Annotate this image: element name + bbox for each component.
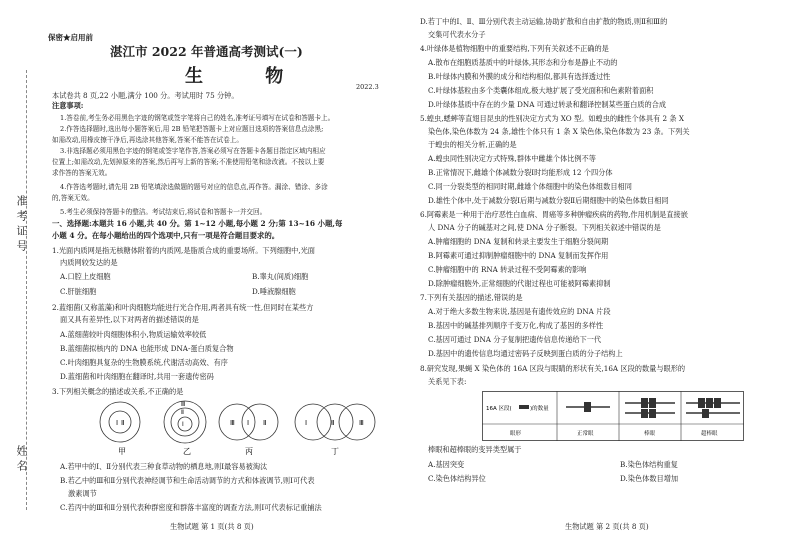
exam-date: 2022.3: [356, 83, 379, 91]
q7-option-d[interactable]: D.基因中的遗传信息均通过密码子反映到蛋白质的分子结构上: [428, 349, 623, 358]
q1-option-d[interactable]: D.唾液腺细胞: [252, 287, 296, 296]
q8-stem-cont: 关系见下表:: [428, 377, 467, 386]
notice-line: 4.作答选考题时,请先用 2B 铅笔填涂选做题的题号对应的信息点,再作答。漏涂、错涂、多涂: [60, 183, 328, 191]
q3-option-c[interactable]: C.若丙中的Ⅲ和Ⅱ分别代表种群密度和群落丰富度的调查方法,则Ⅰ可代表标记重捕法: [60, 503, 322, 512]
q2-stem-cont: 面又具有差异性,以下对两者的描述错误的是: [60, 315, 199, 324]
q5-option-c[interactable]: C.同一分裂类型的相同时期,雌雄个体细胞中的染色体组数目相同: [428, 182, 632, 191]
ding-III: Ⅲ: [359, 419, 364, 427]
diagram-jia: [100, 402, 140, 442]
bing-II: Ⅱ: [263, 419, 267, 427]
q7-option-a[interactable]: A.对于绝大多数生物来说,基因是有遗传效应的 DNA 片段: [428, 307, 611, 316]
admission-number-label: 准考证号: [15, 195, 28, 255]
q6-stem: 6.阿霉素是一种用于治疗恶性白血病、胃癌等多种肿瘤疾病的药物,作用机制是直接嵌: [420, 210, 688, 219]
q5-option-a[interactable]: A.蝗虫同性别决定方式特殊,群体中雌雄个体比例不等: [428, 154, 596, 163]
q7-option-b[interactable]: B.基因中的碱基排列顺序千变万化,构成了基因的多样性: [428, 321, 604, 330]
exam-title: 湛江市 2022 年普通高考测试(一): [110, 44, 303, 59]
q5-stem: 5.蝗虫,蟋蟀等直翅目昆虫的性别决定方式为 XO 型。如蝗虫的雌性个体具有 2 条 X: [420, 114, 684, 123]
q8-table: [482, 391, 744, 441]
notice-line: 2.作答选择题时,选出每小题答案后,用 2B 铅笔把答题卡上对应题目选项的答案信息点涂黑;: [60, 125, 324, 133]
q5-stem-cont: 染色体,染色体数为 24 条,雄性个体只有 1 条 X 染色体,染色体数为 23 条。下列关: [428, 127, 690, 136]
label-yi: 乙: [183, 447, 191, 456]
q1-stem-cont: 内质网较发达的是: [60, 258, 118, 267]
q4-stem: 4.叶绿体是植物细胞中的重要结构,下列有关叙述不正确的是: [420, 44, 609, 53]
q4-option-b[interactable]: B.叶绿体内膜和外膜的成分和结构相似,都具有选择透过性: [428, 72, 611, 81]
table-row-label-end: )的数量: [530, 406, 549, 412]
footer-right: 生物试题 第 2 页(共 8 页): [565, 522, 649, 531]
q5-option-d[interactable]: D.雄性个体中,处于减数分裂Ⅰ后期与减数分裂Ⅱ后期细胞中的染色体数目相同: [428, 196, 669, 205]
name-label: 姓名: [15, 445, 28, 475]
q8-option-b[interactable]: B.染色体结构重复: [620, 460, 678, 469]
notice-title: 注意事项:: [52, 101, 84, 110]
segment-icon: [519, 405, 529, 409]
label-bing: 丙: [245, 447, 253, 456]
jia-I: Ⅰ: [116, 419, 119, 427]
notice-line: 3.非选择题必须用黑色字迹的钢笔或签字笔作答,答案必须写在答题卡各题目指定区域内相应: [60, 147, 326, 155]
q3-option-d[interactable]: D.若丁中的Ⅰ、Ⅱ、Ⅲ分别代表主动运输,协助扩散和自由扩散的物质,则Ⅱ和Ⅲ的: [420, 17, 668, 26]
q8-option-a[interactable]: A.基因突变: [428, 460, 465, 469]
q2-option-d[interactable]: D.蓝细菌和叶肉细胞在翻译时,共用一套遗传密码: [60, 372, 214, 381]
q4-option-d[interactable]: D.叶绿体基质中存在的少量 DNA 可通过转录和翻译控制某些蛋白质的合成: [428, 100, 667, 109]
notice-line: 位置上;如需改动,先划掉原来的答案,然后再写上新的答案;不准使用铅笔和涂改液。不按以上要: [52, 158, 325, 166]
q7-stem: 7.下列有关基因的描述,错误的是: [420, 293, 523, 302]
q5-stem-cont2: 于蝗虫的相关分析,正确的是: [428, 140, 517, 149]
subject-title: 生 物: [185, 66, 312, 87]
label-ding: 丁: [331, 447, 339, 456]
table-row-label: 16A 区段(: [486, 406, 512, 412]
col-normal: 正常眼: [577, 431, 594, 437]
section-heading: 一、选择题:本题共 16 小题,共 40 分。第 1~12 小题,每小题 2 分;第 13~16 小题,每: [52, 219, 343, 228]
bing-III: Ⅲ: [230, 419, 235, 427]
q4-option-a[interactable]: A.散布在细胞质基质中的叶绿体,其形态和分布是静止不动的: [428, 58, 618, 67]
q2-option-b[interactable]: B.蓝细菌拟核内的 DNA 也能形成 DNA-蛋白质复合物: [60, 344, 234, 353]
q7-option-c[interactable]: C.基因可通过 DNA 分子复制把遗传信息传递给下一代: [428, 335, 602, 344]
q5-option-b[interactable]: B.正常情况下,雌雄个体减数分裂Ⅰ时均能形成 12 个四分体: [428, 168, 613, 177]
q4-option-c[interactable]: C.叶绿体基粒由多个类囊体组成,极大地扩展了受光面积和色素附着面积: [428, 86, 654, 95]
q2-option-a[interactable]: A.蓝细菌较叶肉细胞体积小,物质运输效率较低: [60, 330, 207, 339]
q3-option-b[interactable]: B.若乙中的Ⅲ和Ⅱ分别代表神经调节和生命活动调节的方式和体液调节,则Ⅰ可代表: [60, 476, 315, 485]
q3-stem: 3.下列相关概念的描述或关系,不正确的是: [52, 387, 184, 396]
col-ultrabar: 超棒眼: [701, 431, 718, 437]
q6-option-b[interactable]: B.阿霉素可通过抑制肿瘤细胞中的 DNA 复制而发挥作用: [428, 251, 609, 260]
q6-stem-cont: 人 DNA 分子的碱基对之间,使 DNA 分子断裂。下列相关叙述中错误的是: [428, 223, 661, 232]
bing-I: Ⅰ: [247, 419, 250, 427]
ding-II: Ⅱ: [331, 419, 335, 427]
ding-I: Ⅰ: [305, 419, 308, 427]
jia-II: Ⅱ: [121, 419, 125, 427]
notice-line: 1.答卷前,考生务必用黑色字迹的钢笔或签字笔将自己的姓名,准考证号填写在试卷和答题卡上。: [60, 114, 335, 122]
col-bar: 棒眼: [644, 431, 656, 437]
col-eye-shape: 眼形: [510, 431, 522, 437]
secret-mark: 保密★启用前: [48, 33, 93, 42]
yi-I: Ⅰ: [182, 421, 184, 428]
q8-option-d[interactable]: D.染色体数目增加: [620, 474, 679, 483]
q1-option-b[interactable]: B.睾丸(间质)细胞: [252, 272, 309, 281]
q2-option-c[interactable]: C.叶肉细胞具复杂的生物膜系统,代谢活动高效、有序: [60, 358, 228, 367]
q8-after: 棒眼和超棒眼的变异类型属于: [428, 445, 522, 454]
section-heading-cont: 小题 4 分。在每小题给出的四个选项中,只有一项是符合题目要求的。: [52, 231, 280, 240]
notice-line: 的,答案无效。: [52, 194, 94, 202]
q3-option-a[interactable]: A.若甲中的Ⅰ、Ⅱ分别代表三种食草动物的栖息地,则Ⅰ最容易被淘汰: [60, 462, 268, 471]
notice-line: 求作答的答案无效。: [52, 169, 112, 177]
notice-line: 5.考生必须保持答题卡的整洁。考试结束后,将试卷和答题卡一并交回。: [60, 208, 267, 216]
q1-option-a[interactable]: A.口腔上皮细胞: [60, 272, 111, 281]
intro-text: 本试卷共 8 页,22 小题,满分 100 分。考试用时 75 分钟。: [52, 91, 239, 100]
yi-II: Ⅱ: [181, 409, 184, 416]
q1-stem: 1.光面内质网是指无核糖体附着的内质网,是脂质合成的重要场所。下列细胞中,光面: [52, 246, 315, 255]
diagram-yi: [164, 401, 206, 443]
q8-option-c[interactable]: C.染色体结构异位: [428, 474, 486, 483]
q3-option-b-cont: 激素调节: [68, 489, 97, 498]
q3-option-d-cont: 交集可代表水分子: [428, 30, 486, 39]
q6-option-d[interactable]: D.除肿瘤细胞外,正常细胞的代谢过程也可能被阿霉素抑制: [428, 279, 611, 288]
label-jia: 甲: [118, 447, 126, 456]
diagram-ding: [295, 404, 375, 440]
binding-line: [26, 70, 27, 510]
q8-stem: 8.研究发现,果蝇 X 染色体的 16A 区段与眼睛的形状有关,16A 区段的数量与眼形的: [420, 364, 686, 373]
q6-option-a[interactable]: A.肿瘤细胞的 DNA 复制和转录主要发生于细胞分裂间期: [428, 237, 609, 246]
notice-line: 如需改动,用橡皮擦干净后,再选涂其他答案,答案不能答在试卷上。: [52, 136, 243, 144]
q1-option-c[interactable]: C.肝脏细胞: [60, 287, 97, 296]
yi-III: Ⅲ: [181, 401, 186, 408]
q6-option-c[interactable]: C.肿瘤细胞中的 RNA 转录过程不受阿霉素的影响: [428, 265, 587, 274]
q2-stem: 2.蓝细菌(又称蓝藻)和叶肉细胞均能进行光合作用,两者具有统一性,但同时在某些方: [52, 303, 314, 312]
q3-diagram: [85, 398, 385, 458]
footer-left: 生物试题 第 1 页(共 8 页): [170, 522, 254, 531]
diagram-bing: [219, 404, 278, 440]
